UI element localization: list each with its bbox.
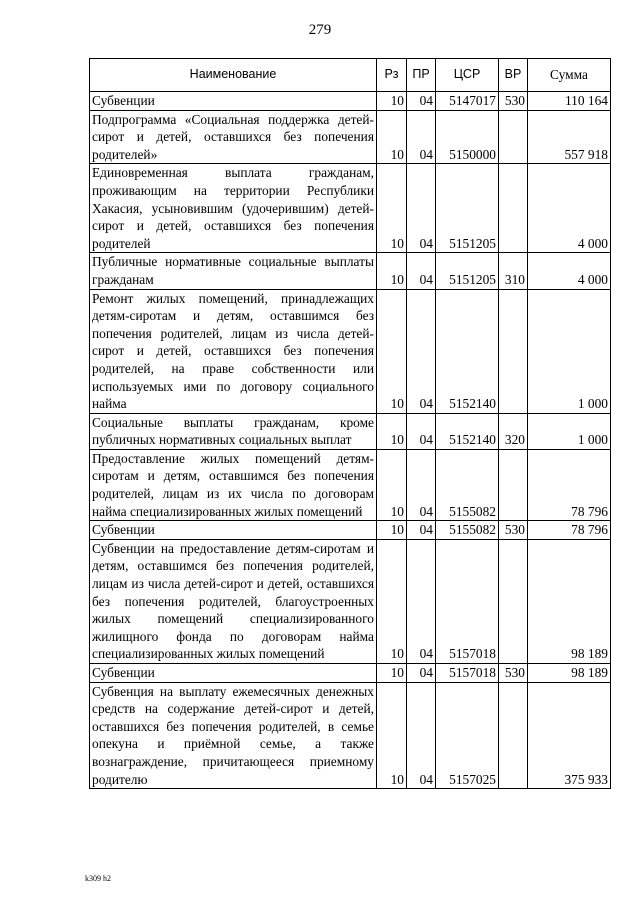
header-pr: ПР [407,59,436,92]
cell-vr: 530 [499,521,528,540]
table-row [90,682,611,789]
cell-rz: 10 [377,682,407,789]
cell-sum: 1 000 [528,413,611,449]
cell-name: Субвенции [90,521,377,540]
cell-rz: 10 [377,449,407,520]
cell-vr [499,289,528,413]
cell-sum: 98 189 [528,539,611,663]
table-row [90,110,611,164]
cell-pr: 04 [407,110,436,164]
cell-pr: 04 [407,413,436,449]
cell-rz: 10 [377,289,407,413]
table-row [90,92,611,111]
cell-pr: 04 [407,449,436,520]
budget-table [89,58,611,789]
cell-name: Подпрограмма «Социальная поддержка детей-сирот и детей, оставшихся без попечения родителей» [90,110,377,164]
cell-sum: 98 189 [528,664,611,683]
cell-rz: 10 [377,110,407,164]
cell-name: Единовременная выплата гражданам, проживающим на территории Республики Хакасия, усыновившим (удочерившим) детей-сирот и детей, оставшихся без попечения родителей [90,164,377,253]
table-row [90,289,611,413]
cell-pr: 04 [407,164,436,253]
cell-name: Предоставление жилых помещений детям-сиротам и детям, оставшимся без попечения родителей, лицам из их числа по договорам найма специализированных жилых помещений [90,449,377,520]
cell-pr: 04 [407,253,436,289]
cell-name: Субвенции [90,92,377,111]
table-row [90,253,611,289]
cell-rz: 10 [377,164,407,253]
cell-csr: 5155082 [436,449,499,520]
cell-pr: 04 [407,92,436,111]
cell-vr [499,682,528,789]
header-csr: ЦСР [436,59,499,92]
cell-vr [499,110,528,164]
cell-sum: 78 796 [528,449,611,520]
cell-vr [499,164,528,253]
cell-name: Социальные выплаты гражданам, кроме публичных нормативных социальных выплат [90,413,377,449]
cell-csr: 5157025 [436,682,499,789]
cell-sum: 4 000 [528,164,611,253]
table-row [90,664,611,683]
page-number: 279 [308,22,332,38]
header-sum: Сумма [528,59,611,92]
cell-csr: 5150000 [436,110,499,164]
footer-code: k309 h2 [85,874,111,883]
cell-rz: 10 [377,521,407,540]
table-row [90,164,611,253]
cell-vr: 530 [499,92,528,111]
cell-pr: 04 [407,664,436,683]
table-header-row [90,59,611,92]
cell-vr: 530 [499,664,528,683]
table-row [90,521,611,540]
cell-sum: 110 164 [528,92,611,111]
cell-sum: 557 918 [528,110,611,164]
cell-pr: 04 [407,289,436,413]
table-row [90,539,611,663]
cell-rz: 10 [377,92,407,111]
cell-csr: 5157018 [436,539,499,663]
cell-sum: 1 000 [528,289,611,413]
cell-csr: 5151205 [436,164,499,253]
table-row [90,413,611,449]
cell-name: Публичные нормативные социальные выплаты гражданам [90,253,377,289]
cell-rz: 10 [377,664,407,683]
cell-vr [499,449,528,520]
cell-name: Субвенции на предоставление детям-сиротам и детям, оставшимся без попечения родителей, лицам из числа детей-сирот и детей, оставшихся без попечения родителей, благоустроенных жилых помещений специализированного жилищного фонда по договорам найма специализированных жилых помещений [90,539,377,663]
cell-rz: 10 [377,413,407,449]
cell-pr: 04 [407,682,436,789]
cell-pr: 04 [407,521,436,540]
cell-csr: 5157018 [436,664,499,683]
header-name: Наименование [90,59,377,92]
cell-csr: 5151205 [436,253,499,289]
header-rz: Рз [377,59,407,92]
cell-sum: 375 933 [528,682,611,789]
cell-vr: 320 [499,413,528,449]
table-row [90,449,611,520]
cell-sum: 4 000 [528,253,611,289]
cell-sum: 78 796 [528,521,611,540]
cell-rz: 10 [377,539,407,663]
cell-vr [499,539,528,663]
cell-csr: 5152140 [436,289,499,413]
cell-csr: 5155082 [436,521,499,540]
cell-name: Ремонт жилых помещений, принадлежащих детям-сиротам и детям, оставшимся без попечения родителей, лицам из числа детей-сирот и детей, оставшихся без попечения родителей, на праве собственности или используемых ими по договору социального найма [90,289,377,413]
cell-name: Субвенция на выплату ежемесячных денежных средств на содержание детей-сирот и детей, оставшихся без попечения родителей, в семье опекуна и приёмной семье, а также вознаграждение, причитающееся приемному родителю [90,682,377,789]
cell-csr: 5152140 [436,413,499,449]
cell-csr: 5147017 [436,92,499,111]
cell-vr: 310 [499,253,528,289]
cell-pr: 04 [407,539,436,663]
header-vr: ВР [499,59,528,92]
cell-rz: 10 [377,253,407,289]
cell-name: Субвенции [90,664,377,683]
